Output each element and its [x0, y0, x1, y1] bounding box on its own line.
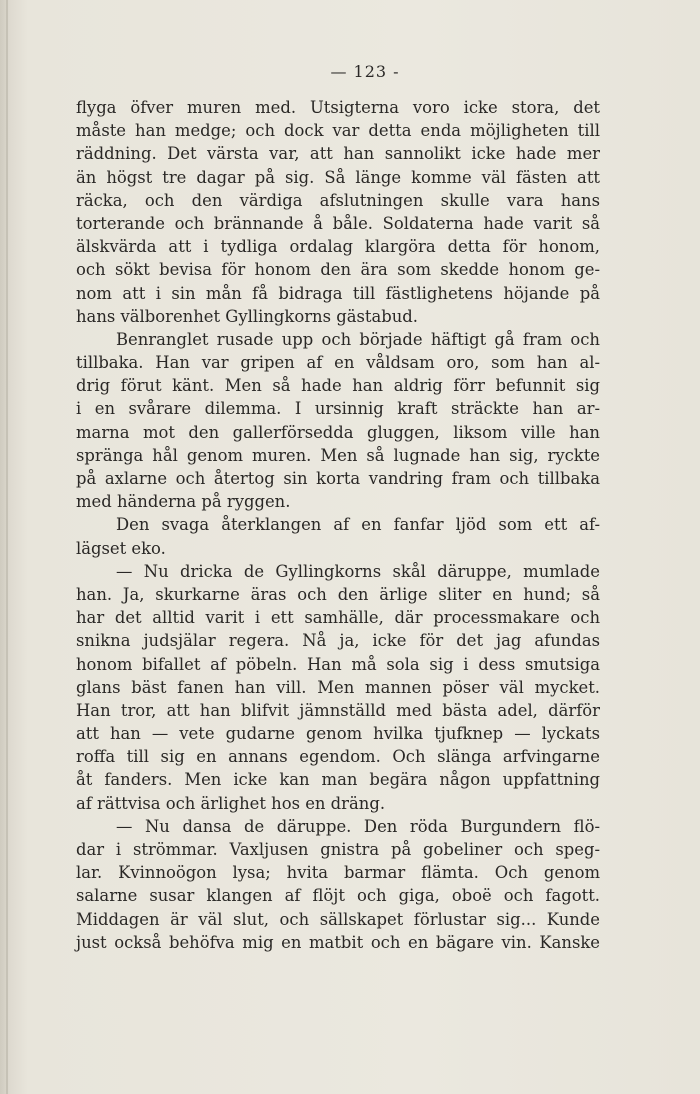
text-line: tillbaka. Han var gripen af en våldsam oro, som han al- — [76, 353, 600, 373]
text-line: räddning. Det värsta var, att han sannolikt icke hade mer — [76, 144, 600, 164]
text-line: har det alltid varit i ett samhälle, där processmakare och — [76, 608, 600, 628]
text-line: än högst tre dagar på sig. Så länge komme väl fästen att — [76, 167, 600, 187]
text-line: drig förut känt. Men så hade han aldrig förr befunnit sig — [76, 376, 600, 396]
text-line: nom att i sin mån få bidraga till fästlighetens höjande på — [76, 283, 600, 303]
text-line: måste han medge; och dock var detta enda möjligheten till — [76, 121, 600, 141]
text-line: räcka, och den värdiga afslutningen skulle vara hans — [76, 190, 600, 210]
text-line: Han tror, att han blifvit jämnställd med bästa adel, därför — [76, 700, 600, 720]
body-text — [76, 96, 600, 954]
text-line: åt fanders. Men icke kan man begära någon uppfattning — [76, 770, 600, 790]
text-line: i en svårare dilemma. I ursinnig kraft sträckte han ar- — [76, 399, 600, 419]
text-line: just också behöfva mig en matbit och en bägare vin. Kanske — [76, 932, 600, 952]
text-line: glans bäst fanen han vill. Men mannen pöser väl mycket. — [76, 677, 600, 697]
text-line: med händerna på ryggen. — [76, 492, 291, 512]
text-line: Den svaga återklangen af en fanfar ljöd som ett af- — [116, 515, 600, 535]
text-line: Benranglet rusade upp och började häftigt gå fram och — [116, 329, 600, 349]
text-line: hans välborenhet Gyllingkorns gästabud. — [76, 306, 419, 326]
text-line: — Nu dansa de däruppe. Den röda Burgundern flö- — [116, 816, 600, 836]
text-line: salarne susar klangen af flöjt och giga, oboë och fagott. — [76, 886, 600, 906]
text-line: Middagen är väl slut, och sällskapet förlustar sig... Kunde — [76, 909, 600, 929]
text-line: af rättvisa och ärlighet hos en dräng. — [76, 793, 386, 813]
text-line: spränga hål genom muren. Men så lugnade han sig, ryckte — [76, 445, 600, 465]
text-line: lar. Kvinnoögon lysa; hvita barmar flämta. Och genom — [76, 863, 600, 883]
text-line: lägset eko. — [76, 538, 166, 558]
text-line: och sökt bevisa för honom den ära som skedde honom ge- — [76, 260, 600, 280]
text-line: honom bifallet af pöbeln. Han må sola sig i dess smutsiga — [76, 654, 600, 674]
text-line: roffa till sig en annans egendom. Och slänga arfvingarne — [76, 747, 600, 767]
text-line: snikna judsjälar regera. Nå ja, icke för det jag afundas — [76, 631, 600, 651]
text-line: på axlarne och återtog sin korta vandring fram och tillbaka — [76, 469, 600, 488]
text-line: flyga öfver muren med. Utsigterna voro icke stora, det — [76, 98, 600, 117]
binding-gutter — [6, 0, 8, 1094]
text-line: dar i strömmar. Vaxljusen gnistra på gobeliner och speg- — [76, 840, 600, 859]
text-line: marna mot den gallerförsedda gluggen, liksom ville han — [76, 422, 600, 442]
text-line: han. Ja, skurkarne äras och den ärlige sliter en hund; så — [76, 584, 600, 604]
page-number: — 123 - — [330, 62, 400, 81]
text-line: älskvärda att i tydliga ordalag klargöra detta för honom, — [76, 237, 600, 257]
text-line: att han — vete gudarne genom hvilka tjufknep — lyckats — [76, 724, 600, 744]
text-line: torterande och brännande å båle. Soldaterna hade varit så — [76, 213, 600, 233]
text-line: — Nu dricka de Gyllingkorns skål däruppe, mumlade — [116, 561, 600, 581]
